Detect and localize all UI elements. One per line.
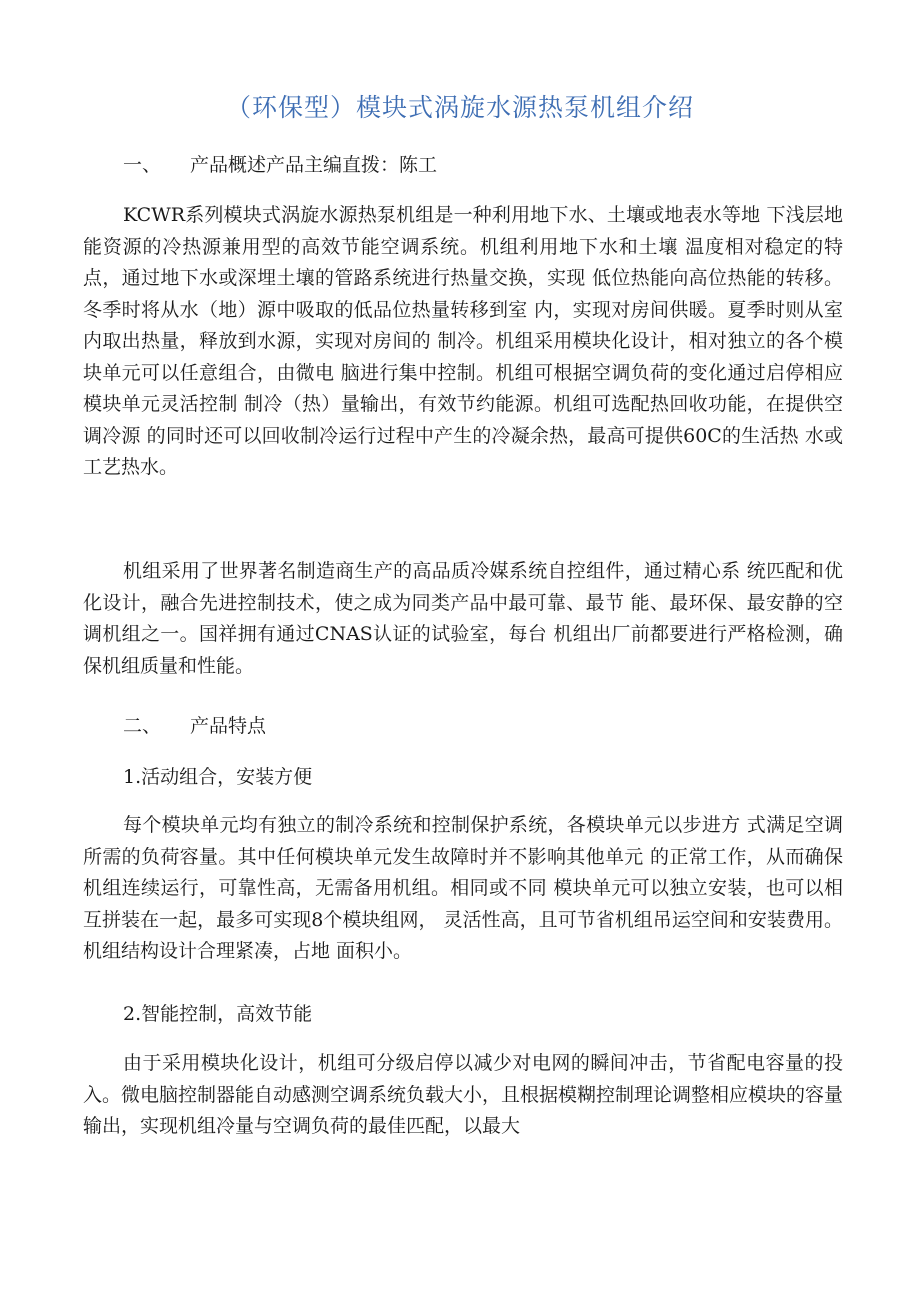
section-title: 产品特点 <box>190 715 267 737</box>
subheading-smart-control: 2.智能控制，高效节能 <box>123 1003 313 1025</box>
section-number: 一、 <box>123 154 162 176</box>
section-heading-features <box>123 711 266 738</box>
paragraph-components-quality: 机组采用了世界著名制造商生产的高品质冷媒系统自控组件，通过精心系 统匹配和优化设计，融合先进控制技术，使之成为同类产品中最可靠、最节 能、最环保、最安静的空调机组之一。国祥拥有通过CNAS认证的试验室，每台 机组出厂前都要进行严格检测，确保机组质量和性能。 <box>83 560 843 677</box>
document-title: （环保型）模块式涡旋水源热泵机组介绍 <box>225 93 694 122</box>
paragraph-modular-units: 每个模块单元均有独立的制冷系统和控制保护系统，各模块单元以步进方 式满足空调所需的负荷容量。其中任何模块单元发生故障时并不影响其他单元 的正常工作，从而确保机组连续运行，可靠性高，无需备用机组。相同或不同 模块单元可以独立安装，也可以相互拼装在一起，最多可实现8个模块组网， 灵活性高，且可节省机组吊运空间和安装费用。机组结构设计合理紧凑，占地 面积小。 <box>83 814 843 962</box>
paragraph-energy-saving: 由于采用模块化设计，机组可分级启停以减少对电网的瞬间冲击，节省配电容量的投入。微电脑控制器能自动感测空调系统负载大小，且根据模糊控制理论调整相应模块的容量输出，实现机组冷量与空调负荷的最佳匹配，以最大 <box>83 1052 844 1137</box>
section-number: 二、 <box>123 715 162 737</box>
subheading-flexible-install: 1.活动组合，安装方便 <box>123 766 313 788</box>
section-heading-overview <box>123 150 437 177</box>
section-title: 产品概述产品主编直拨：陈工 <box>190 154 438 176</box>
paragraph-product-overview: KCWR系列模块式涡旋水源热泵机组是一种利用地下水、土壤或地表水等地 下浅层地能资源的冷热源兼用型的高效节能空调系统。机组利用地下水和土壤 温度相对稳定的特点，通过地下水或深埋土壤的管路系统进行热量交换，实现 低位热能向高位热能的转移。冬季时将从水（地）源中吸取的低品位热量转移到室 内，实现对房间供暖。夏季时则从室内取出热量，释放到水源，实现对房间的 制冷。机组采用模块化设计，相对独立的各个模块单元可以任意组合，由微电 脑进行集中控制。机组可根据空调负荷的变化通过启停相应模块单元灵活控制 制冷（热）量输出，有效节约能源。机组可选配热回收功能，在提供空调冷源 的同时还可以回收制冷运行过程中产生的冷凝余热，最高可提供60C的生活热 水或工艺热水。 <box>83 204 843 478</box>
